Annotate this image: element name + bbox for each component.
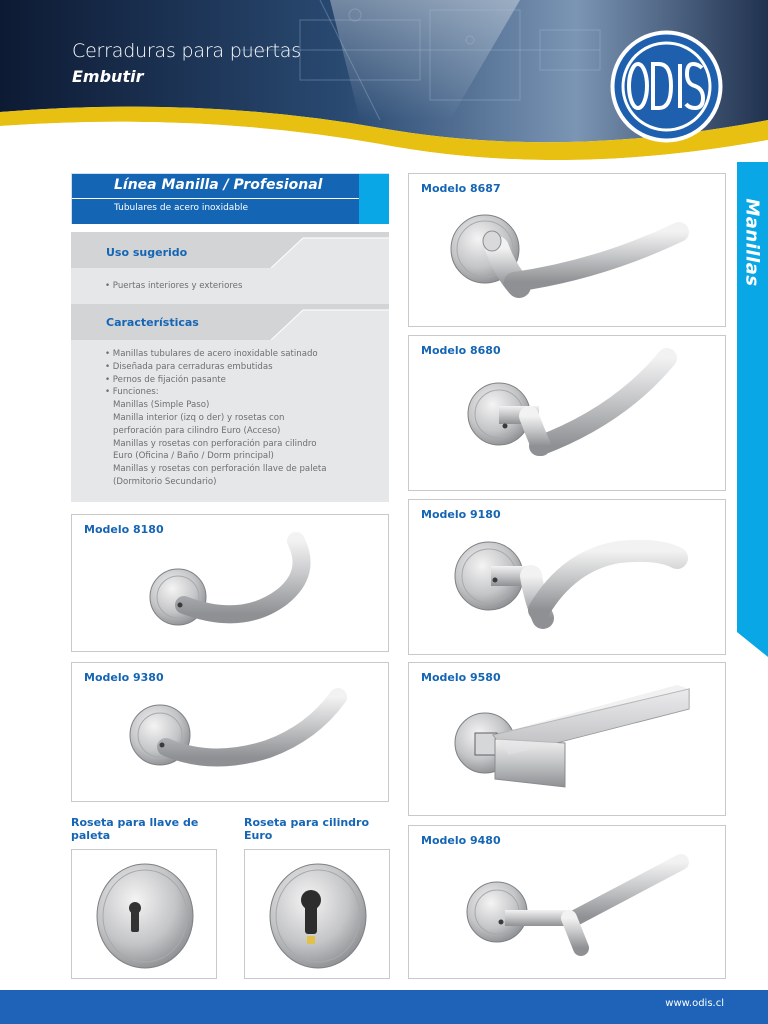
page-title: Cerraduras para puertas — [72, 40, 301, 62]
list-item: • Pernos de fijación pasante — [105, 374, 226, 385]
rosette-euro-image — [245, 850, 391, 980]
model-label: Modelo 8180 — [84, 523, 164, 536]
rosette-euro-label: Roseta para cilindro Euro — [244, 816, 370, 842]
side-tab-label-wrap — [737, 162, 768, 322]
uso-sugerido-list — [105, 280, 242, 293]
handle-9580-image — [409, 663, 727, 817]
product-card-9580[interactable] — [408, 662, 726, 816]
model-label: Modelo 9180 — [421, 508, 501, 521]
footer-website-link[interactable]: www.odis.cl — [665, 998, 724, 1009]
product-card-9480[interactable] — [408, 825, 726, 979]
odis-logo — [609, 29, 724, 144]
rosette-paleta-image — [72, 850, 218, 980]
model-label: Modelo 9380 — [84, 671, 164, 684]
rosette-paleta-card[interactable] — [71, 849, 217, 979]
product-card-8687[interactable] — [408, 173, 726, 327]
info-panel — [71, 232, 389, 502]
page-subtitle: Embutir — [72, 67, 144, 86]
product-card-8680[interactable] — [408, 335, 726, 491]
model-label: Modelo 9480 — [421, 834, 501, 847]
rosette-paleta-label: Roseta para llave de paleta — [71, 816, 199, 842]
list-item: Manillas (Simple Paso) — [113, 400, 210, 411]
page-header — [0, 0, 768, 160]
uso-sugerido-header — [71, 232, 389, 266]
uso-sugerido-title: Uso sugerido — [106, 246, 188, 259]
page-footer — [0, 990, 768, 1024]
product-card-9180[interactable] — [408, 499, 726, 655]
list-item: • Puertas interiores y exteriores — [105, 281, 243, 291]
model-label: Modelo 8680 — [421, 344, 501, 357]
list-item: Manillas y rosetas con perforación llave de paleta — [113, 464, 327, 475]
list-item: Manilla interior (izq o der) y rosetas con — [113, 412, 285, 423]
model-label: Modelo 9580 — [421, 671, 501, 684]
line-header-accent-low — [359, 198, 389, 224]
list-item: • Diseñada para cerraduras embutidas — [105, 361, 273, 372]
line-header-separator — [72, 198, 359, 199]
list-item: (Dormitorio Secundario) — [113, 476, 217, 487]
odis-logo-icon — [609, 29, 724, 144]
line-header-accent — [359, 174, 389, 198]
product-line-title: Línea Manilla / Profesional — [114, 177, 323, 193]
list-item: perforación para cilindro Euro (Acceso) — [113, 425, 281, 436]
caracteristicas-header — [71, 304, 389, 338]
list-item: • Manillas tubulares de acero inoxidable satinado — [105, 349, 318, 359]
caracteristicas-title: Características — [106, 316, 199, 329]
product-card-8180[interactable] — [71, 514, 389, 652]
handle-9180-image — [409, 500, 727, 656]
list-item: • Funciones: — [105, 387, 159, 398]
handle-9480-image — [409, 826, 727, 980]
caracteristicas-list — [105, 348, 327, 489]
list-item: Euro (Oficina / Baño / Dorm principal) — [113, 451, 274, 462]
product-card-9380[interactable] — [71, 662, 389, 802]
handle-9380-image — [72, 663, 390, 803]
rosette-euro-card[interactable] — [244, 849, 390, 979]
product-line-header — [71, 173, 389, 224]
list-item: Manillas y rosetas con perforación para cilindro — [113, 438, 317, 449]
handle-8680-image — [409, 336, 727, 492]
handle-8687-image — [409, 174, 727, 328]
product-line-subtitle: Tubulares de acero inoxidable — [114, 203, 249, 213]
model-label: Modelo 8687 — [421, 182, 501, 195]
side-tab-label: Manillas — [742, 197, 763, 287]
